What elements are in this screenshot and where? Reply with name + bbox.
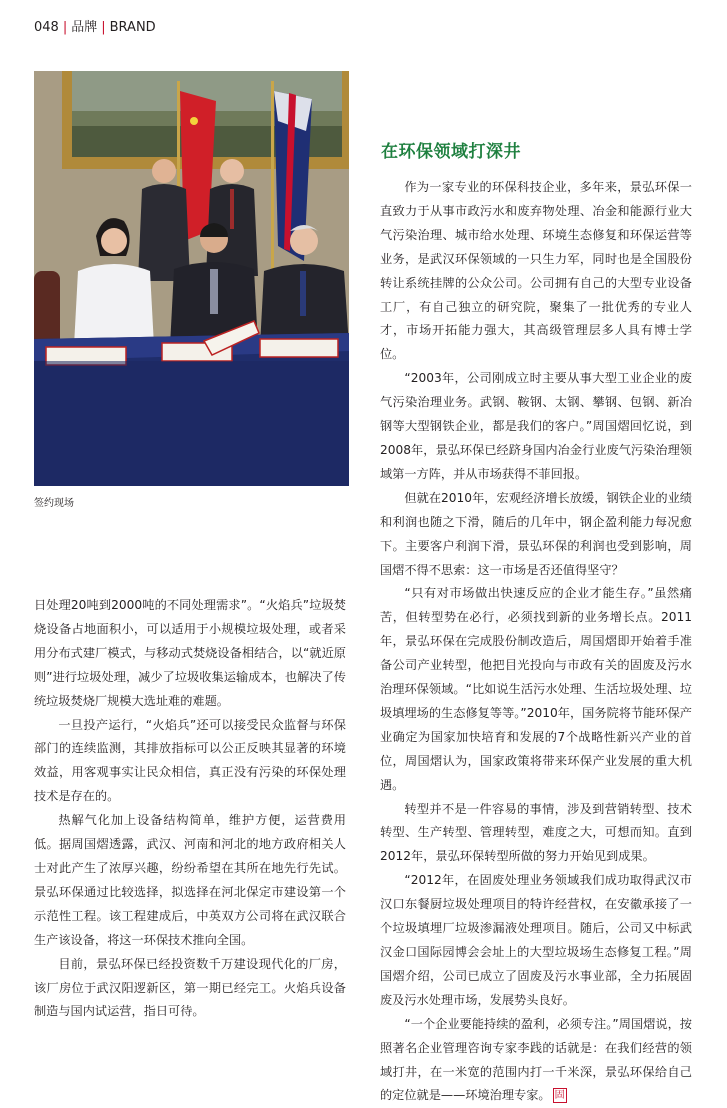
paragraph: 转型并不是一件容易的事情，涉及到营销转型、技术转型、生产转型、管理转型，难度之大，可想而知。直到2012年，景弘环保转型所做的努力开始见到成果。 [380, 801, 692, 864]
person-seated-3-head [290, 227, 318, 255]
paragraph: 但就在2010年，宏观经济增长放缓，钢铁企业的业绩和利润也随之下滑，随后的几年中，钢企盈利能力每况愈下。主要客户利润下滑，景弘环保的利润也受到影响，周国熠不得不思索：这一市场是否还值得坚守？ [380, 490, 692, 577]
end-mark-icon: 固 [554, 1090, 565, 1102]
header-separator: | [62, 20, 68, 35]
person-seated-1-head [101, 228, 127, 254]
document-3 [260, 339, 338, 357]
person-standing-1-head [152, 159, 176, 183]
left-column [34, 594, 346, 1024]
paragraph: 目前，景弘环保已经投资数千万建设现代化的厂房，该厂房位于武汉阳逻新区，第一期已经完工。火焰兵设备制造与国内试运营，指日可待。 [34, 956, 346, 1019]
paragraph: “2003年，公司刚成立时主要从事大型工业企业的废气污染治理业务。武钢、鞍钢、太钢、攀钢、包钢、新冶钢等大型钢铁企业，都是我们的客户。”周国熠回忆说，到2008年，景弘环保已经跻身国内冶金行业废气污染治理领域第一方阵，并从市场获得不菲回报。 [380, 371, 692, 481]
header-separator-2: | [101, 20, 106, 35]
signing-ceremony-photo [34, 71, 349, 486]
paragraph: 一旦投产运行，“火焰兵”还可以接受民众监督与环保部门的连续监测，其排放指标可以公正反映其显著的环境效益，用客观事实让民众相信，真正没有污染的环保处理技术是存在的。 [34, 717, 346, 804]
paragraph: “2012年，在固废处理业务领域我们成功取得武汉市汉口东餐厨垃圾处理项目的特许经营权，在安徽承接了一个垃圾填埋厂垃圾渗漏液处理项目。随后，公司又中标武汉金口国际园博会会址上的大型垃圾场生态修复工程。”周国熠介绍，公司已成立了固废及污水事业部，全力拓展固废及污水处理市场，发展势头良好。 [380, 873, 692, 1007]
person-standing-2-head [220, 159, 244, 183]
section-title: 在环保领域打深井 [381, 142, 521, 162]
paragraph: “只有对市场做出快速反应的企业才能生存。”虽然痛苦，但转型势在必行，必须找到新的业务增长点。2011年，景弘环保在完成股份制改造后，周国熠即开始着手准备公司产业转型，他把目光投向与市政有关的固废及污水治理环保领域。“比如说生活污水处理、生活垃圾处理、垃圾填埋场的生态修复等等。”2010年，国务院将节能环保产业确定为国家加快培育和发展的7个战略性新兴产业的首位，周国熠认为，国家政策将带来环保产业发展的重大机遇。 [380, 586, 692, 792]
signing-photo-illustration [34, 71, 349, 486]
right-column [380, 176, 692, 1108]
paragraph: 作为一家专业的环保科技企业，多年来，景弘环保一直致力于从事市政污水和废弃物处理、冶金和能源行业大气污染治理、城市给水处理、环境生态修复和环保运营等业务，是武汉环保领域的一只生力军，同时也是全国股份转让系统挂牌的公众公司。公司拥有自己的大型专业设备工厂，有自己独立的研究院，聚集了一批优秀的专业人才，市场开拓能力强大，其高级管理层多人具有博士学位。 [380, 180, 692, 362]
page-number: 048 [34, 20, 59, 35]
person-seated-1 [74, 264, 154, 346]
paragraph: 日处理20吨到2000吨的不同处理需求”。“火焰兵”垃圾焚烧设备占地面积小，可以适用于小规模垃圾处理，或者采用分布式建厂模式，与移动式焚烧设备相结合，以“就近原则”进行垃圾处理，减少了垃圾收集运输成本，也解决了传统垃圾焚烧厂规模大选址难的难题。 [34, 598, 346, 708]
paragraph: 热解气化加上设备结构简单，维护方便，运营费用低。据周国熠透露，武汉、河南和河北的地方政府相关人士对此产生了浓厚兴趣，纷纷希望在其所在地先行先试。景弘环保通过比较选择，拟选择在河北保定市建设第一个示范性工程。该工程建成后，中英双方公司将在武汉联合生产该设备，将这一环保技术推向全国。 [34, 813, 346, 947]
paragraph-text: “一个企业要能持续的盈利，必须专注。”周国熠说，按照著名企业管理咨询专家李践的话就是：在我们经营的领域打井，在一米宽的范围内打一千米深，景弘环保给自己的定位就是——环境治理专家。 [380, 1016, 692, 1103]
photo-caption: 签约现场 [34, 498, 74, 509]
paragraph-last [380, 1013, 692, 1108]
section-name-en: BRAND [109, 20, 156, 35]
section-name-cn: 品牌 [71, 20, 98, 35]
page-header [34, 16, 156, 35]
